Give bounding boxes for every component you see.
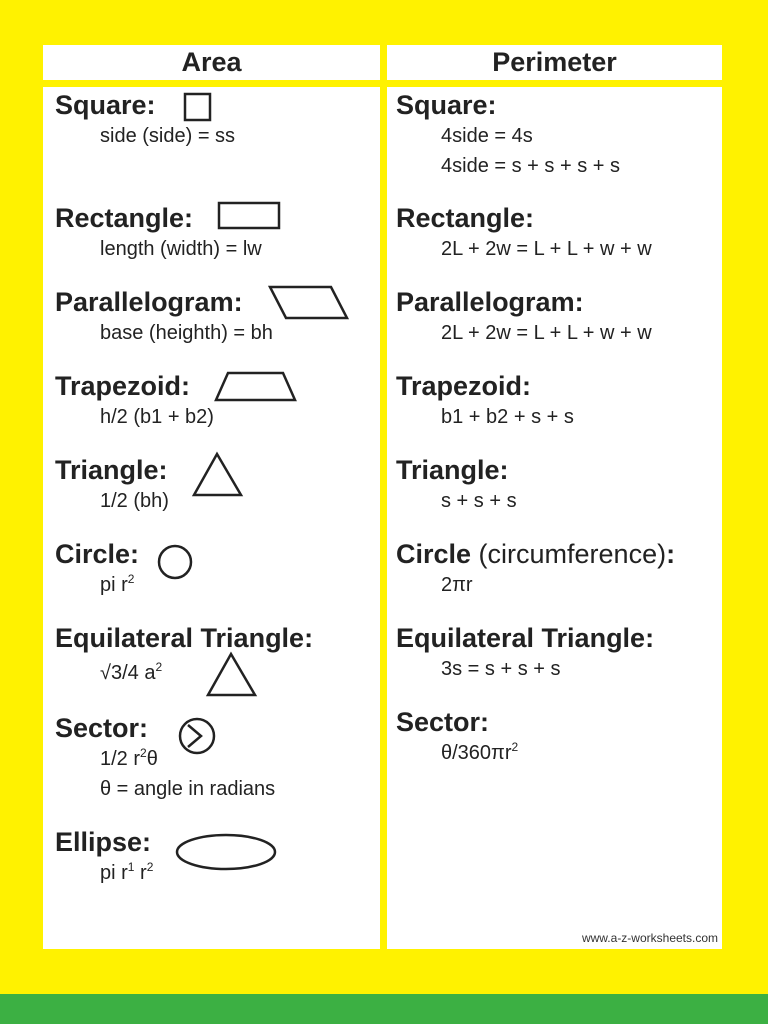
perimeter-trapezoid-section <box>396 370 574 432</box>
perimeter-parallelogram-name: Parallelogram: <box>396 287 584 317</box>
triangle-icon <box>191 451 245 499</box>
perimeter-sector-name: Sector: <box>396 707 490 737</box>
area-sector-name: Sector: <box>55 713 149 743</box>
area-square-formula: side (side) = ss <box>100 125 236 147</box>
bottom-band <box>0 994 768 1024</box>
equilateral-triangle-icon <box>205 651 259 699</box>
perimeter-triangle-name: Triangle: <box>396 455 509 485</box>
area-equilateral-formula: √3/4 $a^2$ <box>100 660 163 684</box>
trapezoid-icon <box>213 370 299 404</box>
perimeter-circle-section <box>396 538 675 600</box>
perimeter-rectangle-formula: 2L + 2w = L + L + w + w <box>441 238 652 260</box>
area-ellipse-name: Ellipse: <box>55 827 152 857</box>
perimeter-square-name: Square: <box>396 90 497 120</box>
area-square-name: Square: <box>55 90 156 120</box>
area-trapezoid-formula: h/2 (b1 + b2) <box>100 406 214 428</box>
perimeter-circle-formula: 2πr <box>441 574 473 596</box>
square-icon <box>183 92 213 122</box>
area-equilateral-name: Equilateral Triangle: <box>55 623 314 653</box>
area-ellipse-section <box>55 826 153 888</box>
area-parallelogram-formula: base (heighth) = bh <box>100 322 273 344</box>
area-triangle-section <box>55 454 169 516</box>
circle-icon <box>156 543 194 581</box>
perimeter-trapezoid-name: Trapezoid: <box>396 371 532 401</box>
perimeter-rectangle-name: Rectangle: <box>396 203 535 233</box>
area-parallelogram-name: Parallelogram: <box>55 287 243 317</box>
perimeter-square-formula-2: 4side = s + s + s + s <box>441 155 620 177</box>
perimeter-parallelogram-formula: 2L + 2w = L + L + w + w <box>441 322 652 344</box>
perimeter-square-section <box>396 89 620 181</box>
perimeter-square-formula-1: 4side = 4s <box>441 125 533 147</box>
area-column <box>43 87 380 949</box>
area-sector-section <box>55 712 275 804</box>
area-circle-name: Circle: <box>55 539 140 569</box>
perimeter-parallelogram-section <box>396 286 652 348</box>
perimeter-equilateral-formula: 3s = s + s + s <box>441 658 561 680</box>
perimeter-triangle-section <box>396 454 517 516</box>
area-rectangle-formula: length (width) = lw <box>100 238 262 260</box>
perimeter-header: Perimeter <box>387 45 722 80</box>
perimeter-triangle-formula: s + s + s <box>441 490 517 512</box>
area-triangle-formula: 1/2 (bh) <box>100 490 169 512</box>
sector-icon <box>177 716 217 756</box>
website-credit: www.a-z-worksheets.com <box>581 931 718 945</box>
perimeter-rectangle-section <box>396 202 652 264</box>
perimeter-trapezoid-formula: b1 + b2 + s + s <box>441 406 574 428</box>
area-ellipse-formula: pi $r^1$ $r^2$ <box>100 860 154 884</box>
ellipse-icon <box>173 831 279 873</box>
area-circle-section <box>55 538 139 600</box>
area-sector-formula: 1/2 $r^2\theta$ <box>100 746 158 770</box>
area-equilateral-section <box>55 622 313 688</box>
parallelogram-icon <box>267 284 351 322</box>
area-parallelogram-section <box>55 286 273 348</box>
area-trapezoid-name: Trapezoid: <box>55 371 191 401</box>
area-rectangle-name: Rectangle: <box>55 203 194 233</box>
perimeter-equilateral-name: Equilateral Triangle: <box>396 623 655 653</box>
area-header: Area <box>43 45 380 80</box>
perimeter-sector-formula: $\theta/360\pi r^2$ <box>441 740 519 764</box>
area-circle-formula: pi $r^2$ <box>100 572 135 596</box>
rectangle-icon <box>217 200 283 232</box>
area-sector-note: θ = angle in radians <box>100 778 276 800</box>
perimeter-column <box>387 87 722 949</box>
area-triangle-name: Triangle: <box>55 455 168 485</box>
area-trapezoid-section <box>55 370 214 432</box>
perimeter-equilateral-section <box>396 622 654 684</box>
perimeter-circle-name: Circle (circumference): <box>396 539 676 569</box>
perimeter-sector-section <box>396 706 518 768</box>
